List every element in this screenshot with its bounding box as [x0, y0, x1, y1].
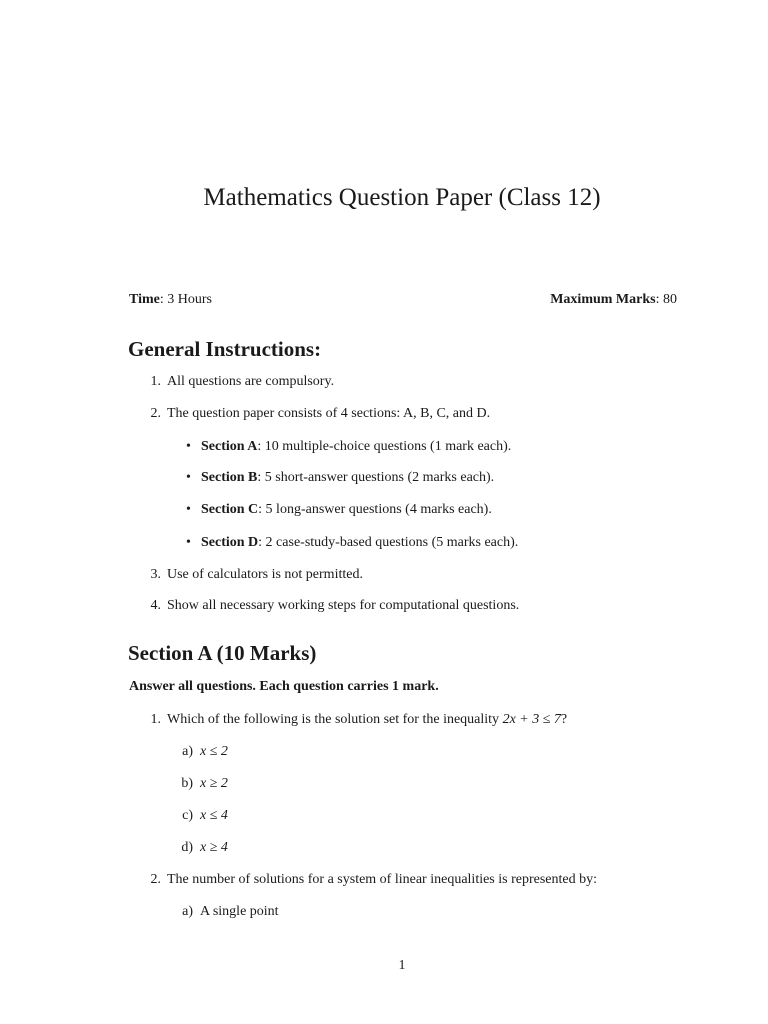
bullet-icon: • — [186, 502, 191, 517]
option-text: A single point — [200, 904, 279, 919]
option-label: d) — [181, 840, 193, 855]
question-end: ? — [560, 712, 568, 727]
max-marks-info — [550, 292, 677, 308]
instruction-number: 2. — [150, 406, 161, 421]
instruction-text: All questions are compulsory. — [167, 374, 335, 389]
question-text: The number of solutions for a system of linear inequalities is represented by: — [167, 872, 598, 887]
section-desc: : 5 short-answer questions (2 marks each). — [257, 470, 495, 485]
option-text: x ≥ 4 — [200, 840, 228, 855]
question-number: 2. — [150, 872, 161, 887]
option-label: a) — [182, 904, 193, 919]
option-text: x ≤ 4 — [200, 808, 228, 823]
paper-title: Mathematics Question Paper (Class 12) — [203, 184, 601, 211]
section-desc: : 10 multiple-choice questions (1 mark each). — [257, 439, 512, 454]
question-number: 1. — [150, 712, 161, 727]
option-text: x ≥ 2 — [200, 776, 228, 791]
option-label: b) — [181, 776, 193, 791]
section-name: Section B — [201, 470, 258, 485]
section-a-directive: Answer all questions. Each question carries 1 mark. — [129, 679, 439, 694]
bullet-icon: • — [186, 535, 191, 550]
instruction-text: Use of calculators is not permitted. — [167, 567, 363, 582]
max-marks-value: : 80 — [655, 292, 677, 307]
option-text: x ≤ 2 — [200, 744, 228, 759]
section-a-heading: Section A (10 Marks) — [128, 641, 317, 665]
instruction-text: Show all necessary working steps for computational questions. — [167, 598, 520, 613]
section-name: Section C — [201, 502, 259, 517]
bullet-icon: • — [186, 439, 191, 454]
instruction-number: 4. — [150, 598, 161, 613]
max-marks-label: Maximum Marks — [550, 292, 656, 307]
page-number: 1 — [398, 958, 406, 973]
bullet-icon: • — [186, 470, 191, 485]
option-label: a) — [182, 744, 193, 759]
instruction-number: 1. — [150, 374, 161, 389]
time-value: : 3 Hours — [159, 292, 212, 307]
section-name: Section A — [201, 439, 258, 454]
section-desc: : 2 case-study-based questions (5 marks each). — [258, 535, 519, 550]
general-instructions-heading: General Instructions: — [128, 337, 322, 361]
option-label: c) — [182, 808, 193, 823]
time-label: Time — [129, 292, 160, 307]
section-desc: : 5 long-answer questions (4 marks each). — [258, 502, 492, 517]
instruction-text: The question paper consists of 4 sections: A, B, C, and D. — [167, 406, 491, 421]
time-info — [129, 292, 212, 308]
question-text: Which of the following is the solution set for the inequality — [167, 712, 500, 727]
section-name: Section D — [201, 535, 259, 550]
question-math: 2x + 3 ≤ 7 — [502, 712, 561, 727]
instruction-number: 3. — [150, 567, 161, 582]
